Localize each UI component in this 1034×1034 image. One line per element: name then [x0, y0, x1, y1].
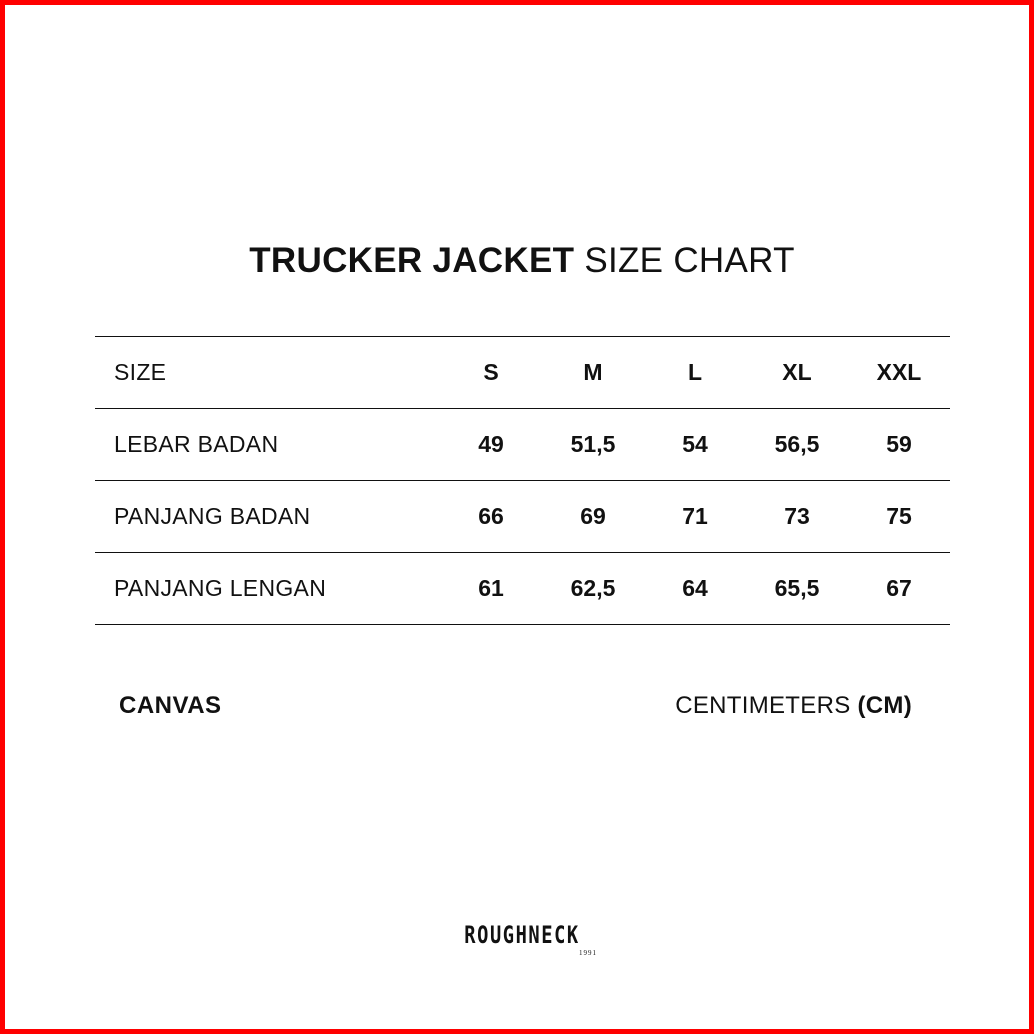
table-cell: 62,5 [570, 575, 616, 601]
table-cell: 54 [682, 431, 708, 457]
brand-name: ROUGHNECK [464, 921, 580, 949]
size-chart-table [95, 336, 950, 625]
header-size-l: L [687, 359, 703, 385]
table-row [95, 481, 950, 553]
header-label: SIZE [114, 359, 167, 385]
unit-name: CENTIMETERS [675, 692, 851, 719]
table-header-row [95, 337, 950, 409]
table-cell: 66 [478, 503, 504, 529]
title-product: TRUCKER JACKET [249, 241, 575, 280]
table-row [95, 409, 950, 481]
table-cell: 75 [886, 503, 912, 529]
table-cell: 61 [478, 575, 504, 601]
brand-logo [5, 921, 1034, 957]
table-cell: 67 [886, 575, 912, 601]
table-cell: 51,5 [570, 431, 616, 457]
row-label: PANJANG LENGAN [114, 575, 327, 601]
table-cell: 73 [784, 503, 810, 529]
table-cell: 49 [478, 431, 504, 457]
table-cell: 69 [580, 503, 606, 529]
unit-note [675, 692, 912, 720]
material-label: CANVAS [119, 692, 222, 719]
header-size-m: M [583, 359, 603, 385]
title-suffix: SIZE CHART [584, 241, 795, 280]
table-row [95, 553, 950, 625]
table-cell: 56,5 [774, 431, 820, 457]
table-cell: 59 [886, 431, 912, 457]
page-title [5, 241, 1034, 281]
row-label: PANJANG BADAN [114, 503, 311, 529]
unit-abbrev: (CM) [857, 692, 912, 719]
header-size-s: S [483, 359, 499, 385]
table-cell: 65,5 [774, 575, 820, 601]
header-size-xxl: XXL [876, 359, 922, 385]
table-cell: 64 [682, 575, 708, 601]
brand-year: 1991 [579, 949, 597, 957]
row-label: LEBAR BADAN [114, 431, 279, 457]
table-cell: 71 [682, 503, 708, 529]
header-size-xl: XL [782, 359, 812, 385]
